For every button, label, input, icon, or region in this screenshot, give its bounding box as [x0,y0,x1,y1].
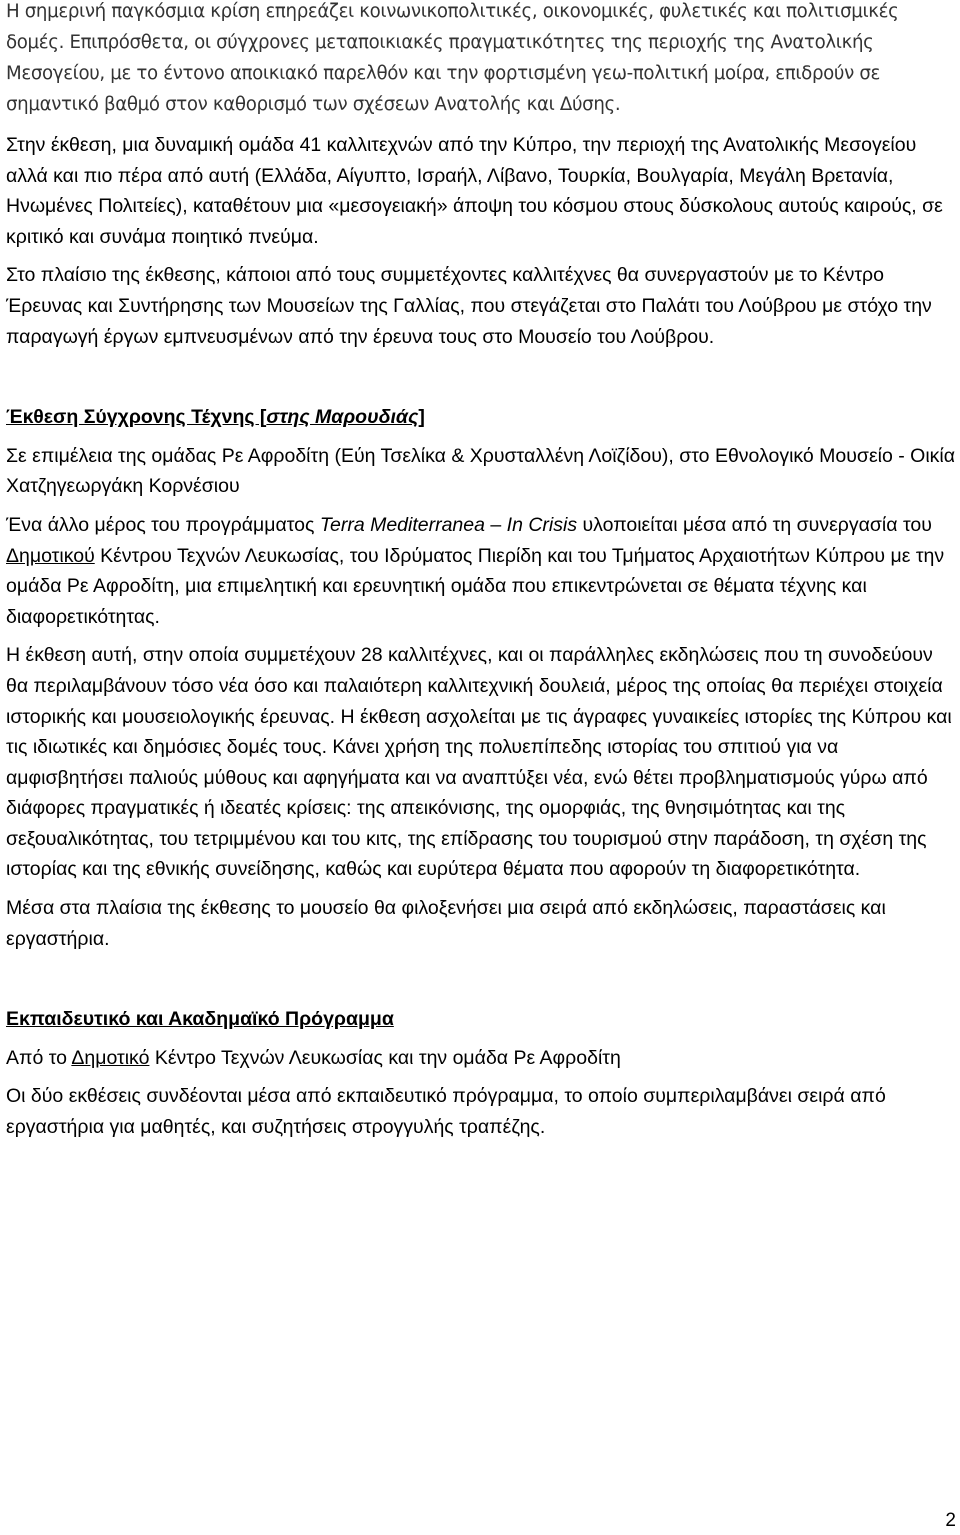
program-title-italic: Terra Mediterranea [319,513,485,536]
intro-paragraph: Η σημερινή παγκόσμια κρίση επηρεάζει κοινωνικοπολιτικές, οικονομικές, φυλετικές και πολιτισμικές δομές. Επιπρόσθετα, οι σύγχρονες μεταποικιακές πραγματικότητες της περιοχής της Ανατολικής Μεσογείου, με το έντονο αποικιακό παρελθόν και την φορτισμένη γεω-πολιτική μοίρα, επιδρούν σε σημαντικό βαθμό στον καθορισμό των σχέσεων Ανατολής και Δύσης. [6,1,899,115]
byline-underlined: Δημοτικό [71,1046,150,1069]
program-underlined: Δημοτικού [6,544,95,567]
louvre-paragraph: Στο πλαίσιο της έκθεσης, κάποιοι από τους συμμετέχοντες καλλιτέχνες θα συνεργαστούν με το Κέντρο Έρευνας και Συντήρησης των Μουσείων της Γαλλίας, που στεγάζεται στο Παλάτι του Λούβρου με στόχο την παραγωγή έργων εμπνευσμένων από την έρευνα τους στο Μουσείο του Λούβρου. [6,264,932,348]
program-title-italic-2: In Crisis [506,513,578,536]
byline-part-a: Από το [6,1046,72,1069]
program-part-c: Κέντρου Τεχνών Λευκωσίας, του Ιδρύματος Πιερίδη και του Τμήματος Αρχαιοτήτων Κύπρου με την ομάδα Ρε Αφροδίτη, μια επιμελητική και ερευνητική ομάδα που επικεντρώνεται σε θέματα τέχνης και διαφορετικότητας. [6,544,945,628]
section1-description: Η έκθεση αυτή, στην οποία συμμετέχουν 28 καλλιτέχνες, και οι παράλληλες εκδηλώσεις που τη συνοδεύουν θα περιλαμβάνουν τόσο νέα όσο και παλαιότερη καλλιτεχνική δουλειά, μέρος της οποίας θα περιέχει στοιχεία ιστορικής και μουσειολογικής έρευνας. Η έκθεση ασχολείται με τις άγραφες γυναικείες ιστορίες της Κύπρου και τις ιδιωτικές και δημόσιες δομές τους. Κάνει χρήση της πολυεπίπεδης ιστορίας του σπιτιού για να αμφισβητήσει παλιούς μύθους και αφηγήματα και να αναπτύξει νέα, ενώ θέτει προβληματισμούς γύρω από διάφορες πραγματικές ή ιδεατές κρίσεις: της απεικόνισης, της ομορφιάς, της θνησιμότητας και της σεξουαλικότητας, του τετριμμένου και του κιτς, της επίδρασης του τουρισμού στην παράδοση, τη σχέση της ιστορίας και της εθνικής συνείδησης, καθώς και ευρύτερα θέματα που αφορούν τη διαφορετικότητα. [6,644,952,881]
section2-description: Οι δύο εκθέσεις συνδέονται μέσα από εκπαιδευτικό πρόγραμμα, το οποίο συμπεριλαμβάνει σειρά από εργαστήρια για μαθητές, και συζητήσεις στρογγυλής τραπέζης. [6,1085,886,1139]
program-part-a: Ένα άλλο μέρος του προγράμματος [6,513,320,536]
section2-heading: Εκπαιδευτικό και Ακαδημαϊκό Πρόγραμμα [6,1008,394,1031]
exhibition-paragraph: Στην έκθεση, μια δυναμική ομάδα 41 καλλιτεχνών από την Κύπρο, την περιοχή της Ανατολικής Μεσογείου αλλά και πιο πέρα από αυτή (Ελλάδα, Αίγυπτο, Ισραήλ, Λίβανο, Τουρκία, Βουλγαρία, Μεγάλη Βρετανία, Ηνωμένες Πολιτείες), καταθέτουν μια «μεσογειακή» άποψη του κόσμου στους δύσκολους αυτούς καιρούς, σε κριτικό και συνάμα ποιητικό πνεύμα. [6,134,943,248]
section1-heading-close: ] [418,406,425,429]
program-part-b: υλοποιείται μέσα από τη συνεργασία του [577,513,932,536]
section1-events: Μέσα στα πλαίσια της έκθεσης το μουσείο θα φιλοξενήσει μια σειρά από εκδηλώσεις, παραστάσεις και εργαστήρια. [6,897,886,950]
section1-heading [6,402,956,433]
section1-heading-main: Έκθεση Σύγχρονης Τέχνης [ [6,406,267,429]
section1-curation: Σε επιμέλεια της ομάδας Ρε Αφροδίτη (Εύη Τσελίκα & Χρυσταλλένη Λοϊζίδου), στο Εθνολογικό Μουσείο - Οικία Χατζηγεωργάκη Κορνέσιου [6,444,956,498]
program-dash: – [484,513,507,536]
page-number: 2 [945,1510,956,1531]
document-page [6,0,956,1143]
byline-part-b: Κέντρο Τεχνών Λευκωσίας και την ομάδα Ρε Αφροδίτη [149,1046,621,1069]
section1-heading-italic: στης Μαρουδιάς [266,406,419,429]
section2-byline [6,1043,956,1074]
section1-program-paragraph [6,510,956,632]
